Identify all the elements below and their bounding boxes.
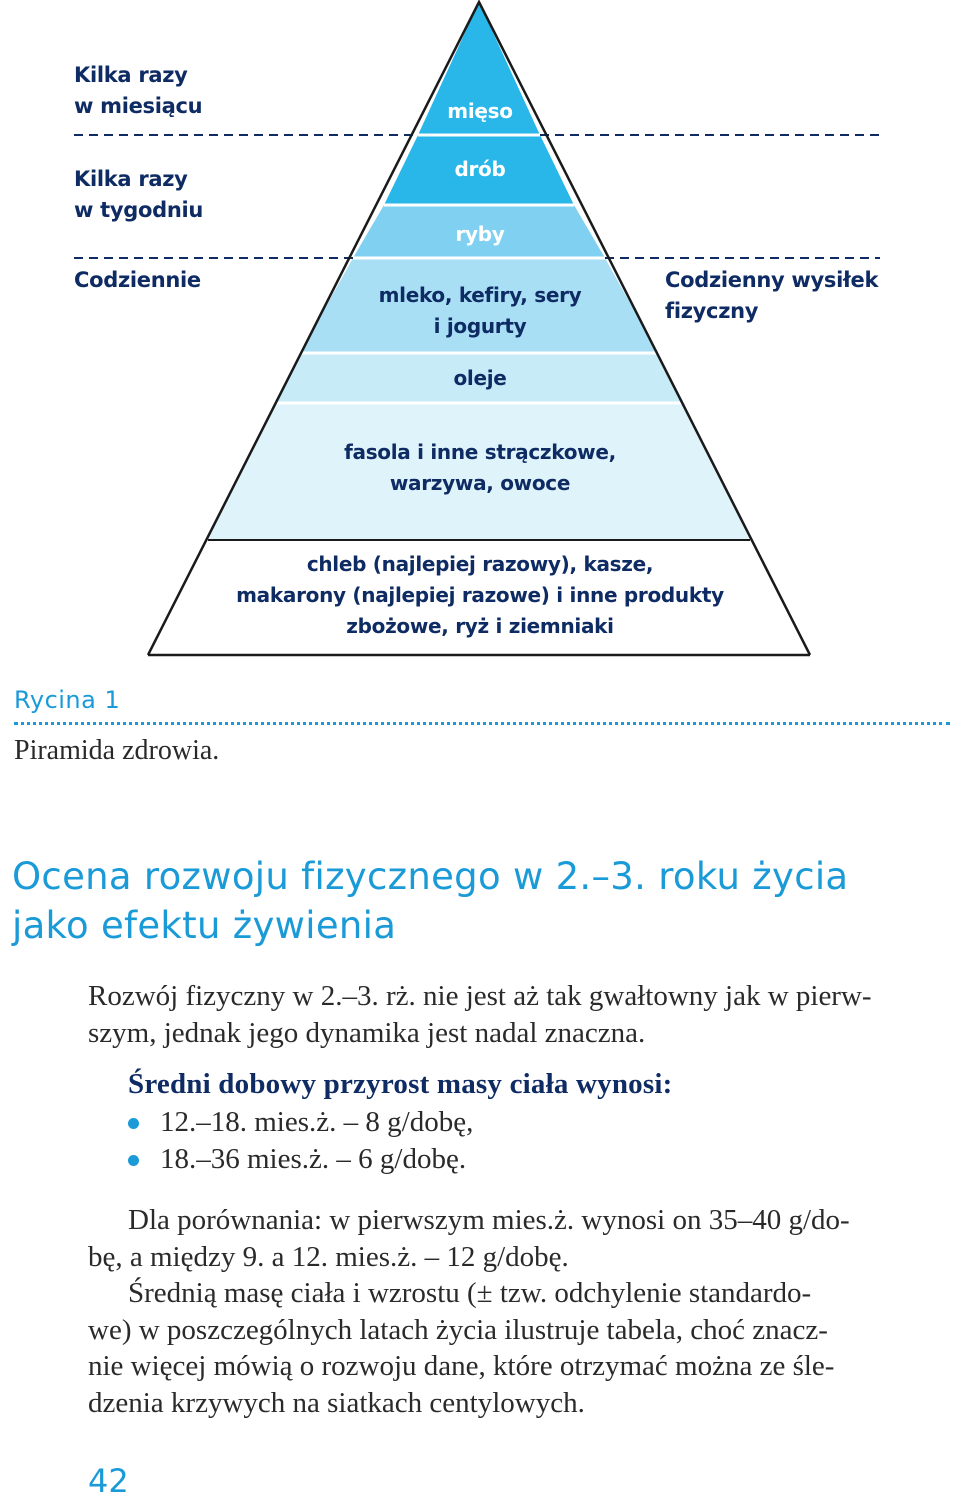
list-item: 12.–18. mies.ż. – 8 g/dobę,: [128, 1104, 473, 1141]
tier-label-grains: chleb (najlepiej razowy), kasze, makarony (najlepiej razowe) i inne produkty zbożowe, ryż i ziemniaki: [236, 552, 724, 638]
growth-bullet-list: [128, 1104, 473, 1177]
tier-label-dairy: mleko, kefiry, sery i jogurty: [378, 283, 582, 338]
activity-label: Codzienny wysiłek fizyczny: [665, 268, 879, 323]
tier-label-oils: oleje: [453, 366, 507, 390]
comparison-paragraph: Dla porównania: w pierwszym mies.ż. wynosi on 35–40 g/do- bę, a między 9. a 12. mies.ż. – 12 g/dobę. Średnią masę ciała i wzrostu (± tzw. odchylenie standardo- we) w poszczególnych latach życia ilustruje tabela, choć znacz- nie więcej mówią o rozwoju dane, które otrzymać można ze śle- dzenia krzywych na siatkach centylowych.: [88, 1204, 850, 1419]
tier-label-meat: mięso: [447, 99, 513, 123]
growth-subheading: Średni dobowy przyrost masy ciała wynosi:: [128, 1068, 673, 1100]
caption-divider: [14, 722, 950, 725]
section-heading: Ocena rozwoju fizycznego w 2.–3. roku życia jako efektu żywienia: [12, 855, 849, 947]
bullet-icon: [128, 1118, 139, 1129]
tier-label-poultry: drób: [454, 157, 506, 181]
bullet-icon: [128, 1155, 139, 1166]
list-item: 18.–36 mies.ż. – 6 g/dobę.: [128, 1141, 473, 1178]
tier-label-vegetables: fasola i inne strączkowe, warzywa, owoce: [344, 440, 616, 495]
page-number: 42: [88, 1462, 129, 1500]
frequency-weekly-label: Kilka razy w tygodniu: [74, 167, 204, 222]
figure-label: Rycina 1: [14, 686, 121, 714]
figure-caption: Piramida zdrowia.: [14, 735, 220, 766]
tier-label-fish: ryby: [455, 222, 505, 246]
intro-paragraph: Rozwój fizyczny w 2.–3. rż. nie jest aż tak gwałtowny jak w pierw- szym, jednak jego dynamika jest nadal znaczna.: [88, 980, 872, 1049]
frequency-daily-label: Codziennie: [74, 268, 201, 292]
frequency-monthly-label: Kilka razy w miesiącu: [74, 63, 203, 118]
